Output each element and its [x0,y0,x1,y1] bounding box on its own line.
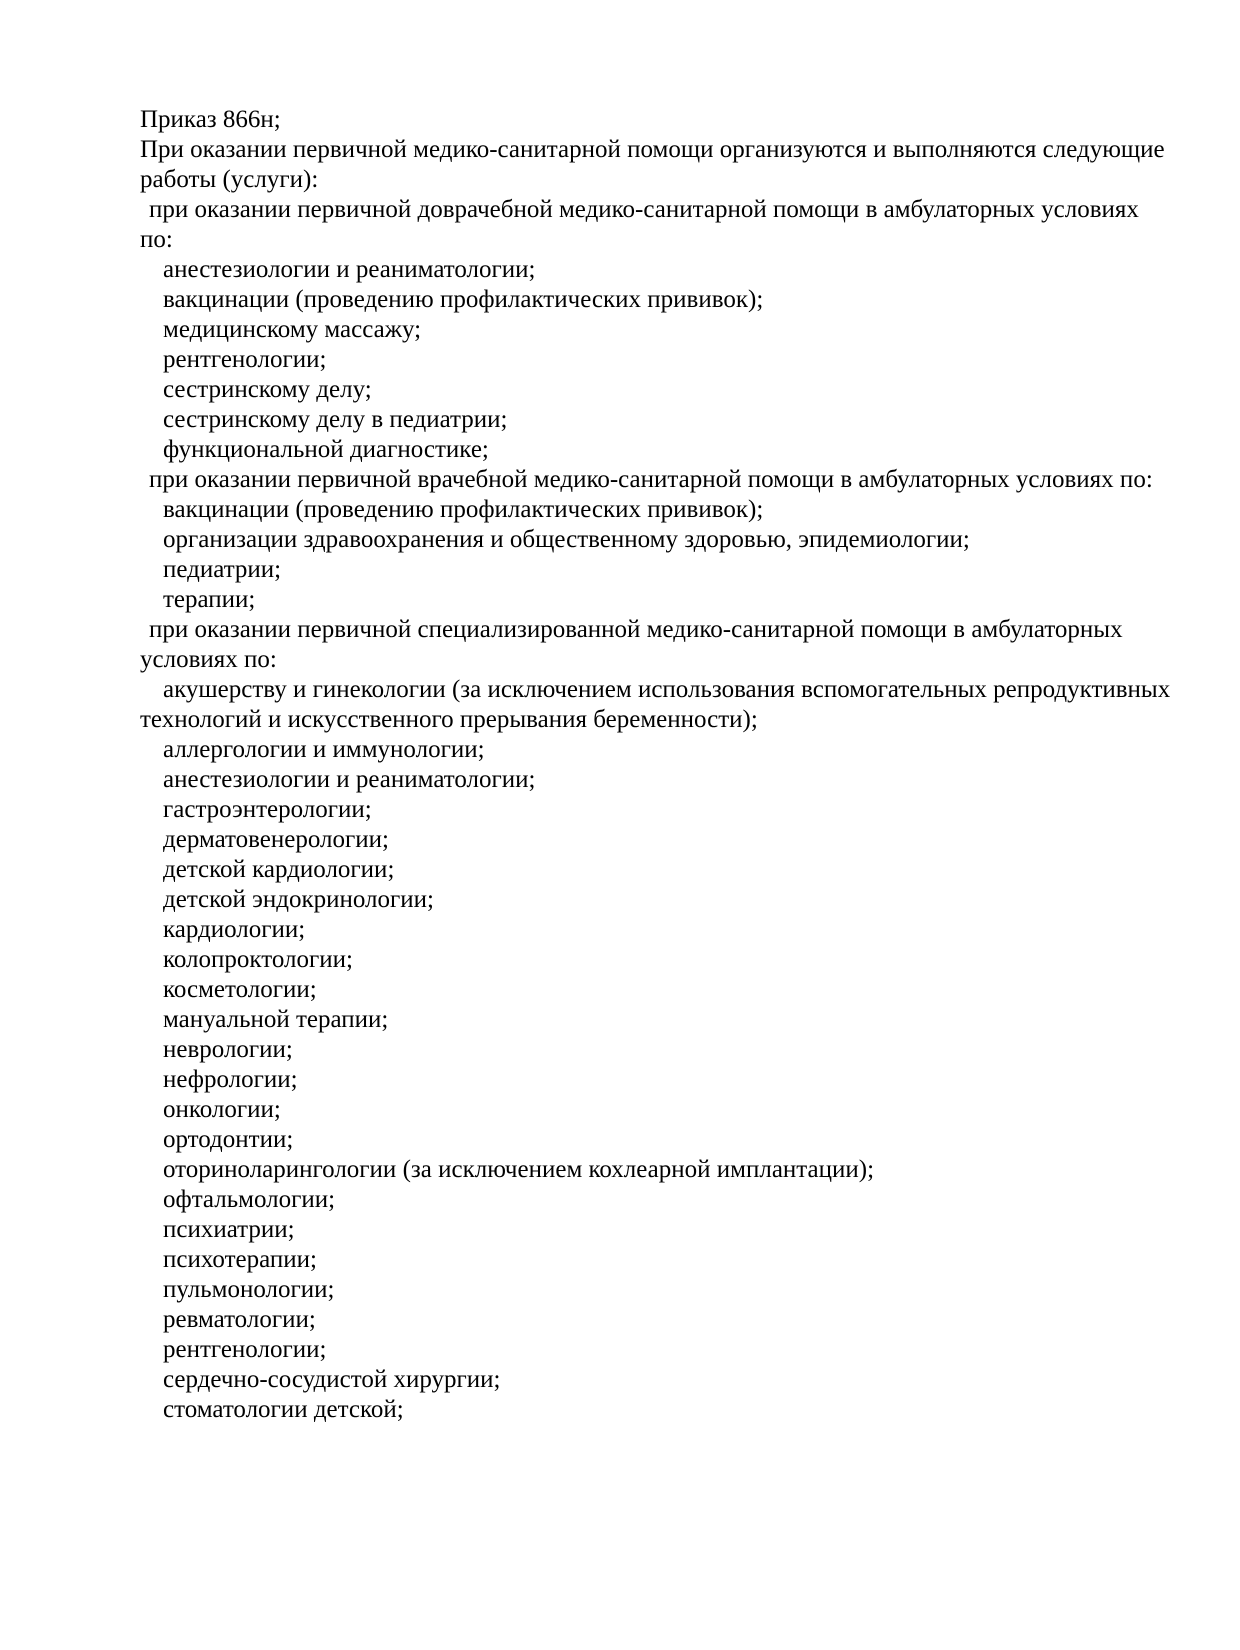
document-line: психотерапии; [163,1246,317,1273]
document-line: дерматовенерологии; [163,826,389,853]
document-line: аллергологии и иммунологии; [163,736,485,763]
document-line: технологий и искусственного прерывания беременности); [140,706,758,733]
document-line: стоматологии детской; [163,1396,404,1423]
document-line: при оказании первичной доврачебной медико-санитарной помощи в амбулаторных условиях [149,196,1139,223]
document-line: при оказании первичной специализированной медико-санитарной помощи в амбулаторных [149,616,1123,643]
document-line: При оказании первичной медико-санитарной помощи организуются и выполняются следующие [140,136,1165,163]
document-line: анестезиологии и реаниматологии; [163,766,536,793]
document-line: по: [140,226,173,253]
document-line: колопроктологии; [163,946,353,973]
document-line: мануальной терапии; [163,1006,389,1033]
document-line: вакцинации (проведению профилактических прививок); [163,286,764,313]
document-line: работы (услуги): [140,166,319,193]
document-line: неврологии; [163,1036,293,1063]
document-line: сестринскому делу; [163,376,372,403]
document-line: кардиологии; [163,916,306,943]
document-line: онкологии; [163,1096,281,1123]
document-line: акушерству и гинекологии (за исключением использования вспомогательных репродуктивных [163,676,1171,703]
document-line: медицинскому массажу; [163,316,422,343]
document-line: анестезиологии и реаниматологии; [163,256,536,283]
document-line: оториноларингологии (за исключением кохлеарной имплантации); [163,1156,875,1183]
document-line: косметологии; [163,976,317,1003]
document-line: Приказ 866н; [140,106,281,133]
document-line: при оказании первичной врачебной медико-санитарной помощи в амбулаторных условиях по: [149,466,1153,493]
document-line: ортодонтии; [163,1126,294,1153]
document-line: терапии; [163,586,256,613]
document-body [140,105,1220,1425]
document-line: детской кардиологии; [163,856,395,883]
document-line: сердечно-сосудистой хирургии; [163,1366,501,1393]
document-line: вакцинации (проведению профилактических прививок); [163,496,764,523]
document-line: рентгенологии; [163,346,327,373]
document-line: психиатрии; [163,1216,295,1243]
document-line: сестринскому делу в педиатрии; [163,406,508,433]
document-line: офтальмологии; [163,1186,336,1213]
document-line: условиях по: [140,646,277,673]
document-line: организации здравоохранения и общественному здоровью, эпидемиологии; [163,526,970,553]
document-line: нефрологии; [163,1066,298,1093]
document-line: педиатрии; [163,556,282,583]
document-line: пульмонологии; [163,1276,335,1303]
document-line: рентгенологии; [163,1336,327,1363]
document-line: гастроэнтерологии; [163,796,372,823]
document-line: ревматологии; [163,1306,316,1333]
document-line: детской эндокринологии; [163,886,434,913]
document-line: функциональной диагностике; [163,436,489,463]
